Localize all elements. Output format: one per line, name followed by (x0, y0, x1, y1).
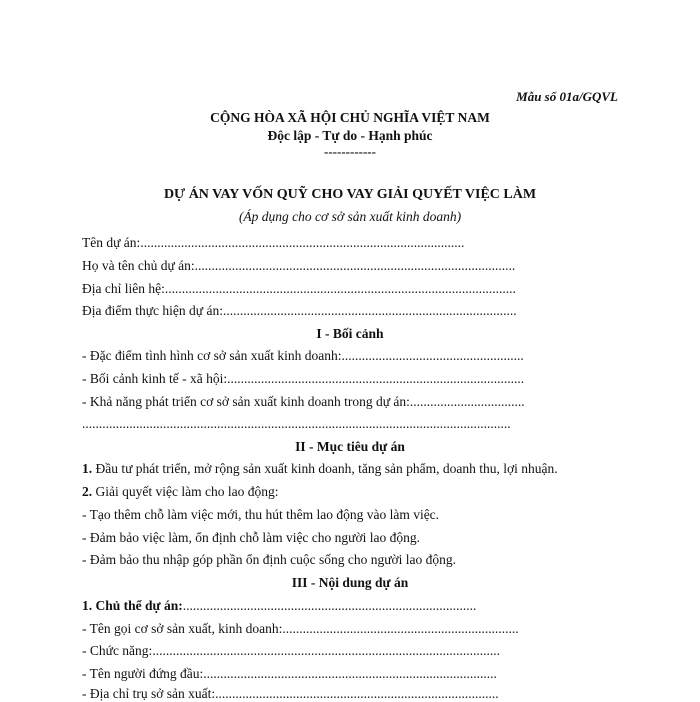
field-label: Địa điểm thực hiện dự án: (82, 303, 223, 318)
content-subject-line (82, 598, 476, 614)
item-number: 2. (82, 484, 93, 499)
section-heading-objectives: II - Mục tiêu dự án (295, 439, 405, 454)
subject-label: 1. Chủ thể dự án: (82, 598, 183, 613)
context-continuation-dots: ............................................................................................................................... (82, 416, 511, 431)
fill-dots: .................................................................................... (215, 686, 499, 701)
content-line (82, 621, 519, 637)
fill-dots: ........................................................................................................ (164, 281, 516, 296)
context-line (82, 371, 524, 387)
fill-dots: ........................................................................................ (227, 371, 525, 386)
field-project-location (82, 303, 517, 319)
field-label: Địa chỉ liên hệ: (82, 281, 165, 296)
fill-dots: .................................. (409, 394, 525, 409)
fill-dots: ....................................................................................... (222, 303, 517, 318)
national-motto: Độc lập - Tự do - Hạnh phúc (267, 128, 433, 143)
line-label: - Tên gọi cơ sở sản xuất, kinh doanh: (82, 621, 283, 636)
context-line (82, 348, 524, 364)
objective-bullet: - Đảm bảo việc làm, ổn định chỗ làm việc cho người lao động. (82, 530, 420, 545)
field-project-name (82, 235, 464, 251)
fill-dots: ....................................................................................... (203, 666, 497, 681)
fill-dots: ............................................................................................... (194, 258, 516, 273)
item-text: Giải quyết việc làm cho lao động: (95, 484, 279, 499)
document-title: DỰ ÁN VAY VỐN QUỸ CHO VAY GIẢI QUYẾT VIỆC LÀM (163, 187, 537, 202)
national-title: CỘNG HÒA XÃ HỘI CHỦ NGHĨA VIỆT NAM (210, 110, 490, 125)
line-label: - Khả năng phát triển cơ sở sản xuất kinh doanh trong dự án: (82, 394, 410, 409)
field-label: Tên dự án: (82, 235, 141, 250)
objective-bullet: - Tạo thêm chỗ làm việc mới, thu hút thêm lao động vào làm việc. (82, 507, 440, 522)
line-label: - Tên người đứng đầu: (82, 666, 204, 681)
content-line (82, 666, 497, 682)
fill-dots: ...................................................................... (282, 621, 519, 636)
section-heading-context: I - Bối cảnh (316, 326, 384, 341)
context-line (82, 394, 525, 410)
objective-bullet: - Đảm bảo thu nhập góp phần ổn định cuộc sống cho người lao động. (82, 552, 457, 567)
objective-item-1 (82, 461, 558, 477)
objective-item-2 (82, 484, 278, 500)
form-code: Mẫu số 01a/GQVL (516, 89, 618, 104)
content-line (82, 643, 500, 659)
field-label: Họ và tên chủ dự án: (82, 258, 195, 273)
field-owner-name (82, 258, 515, 274)
line-label: - Đặc điểm tình hình cơ sở sản xuất kinh doanh: (82, 348, 342, 363)
field-contact-address (82, 281, 516, 297)
item-text: Đầu tư phát triển, mở rộng sản xuất kinh doanh, tăng sản phẩm, doanh thu, lợi nhuận. (95, 461, 558, 476)
fill-dots: ................................................................................................ (140, 235, 465, 250)
line-label: - Bối cảnh kinh tế - xã hội: (82, 371, 228, 386)
item-number: 1. (82, 461, 93, 476)
document-subtitle: (Áp dụng cho cơ sở sản xuất kinh doanh) (238, 209, 462, 224)
line-label: - Chức năng: (82, 643, 153, 658)
section-heading-content: III - Nội dung dự án (291, 575, 409, 590)
header-divider: ------------ (324, 144, 376, 159)
fill-dots: ....................................................................................................... (152, 643, 500, 658)
line-label: - Địa chỉ trụ sở sản xuất: (82, 686, 216, 701)
fill-dots: ...................................................... (341, 348, 524, 363)
fill-dots: ....................................................................................... (182, 598, 477, 613)
